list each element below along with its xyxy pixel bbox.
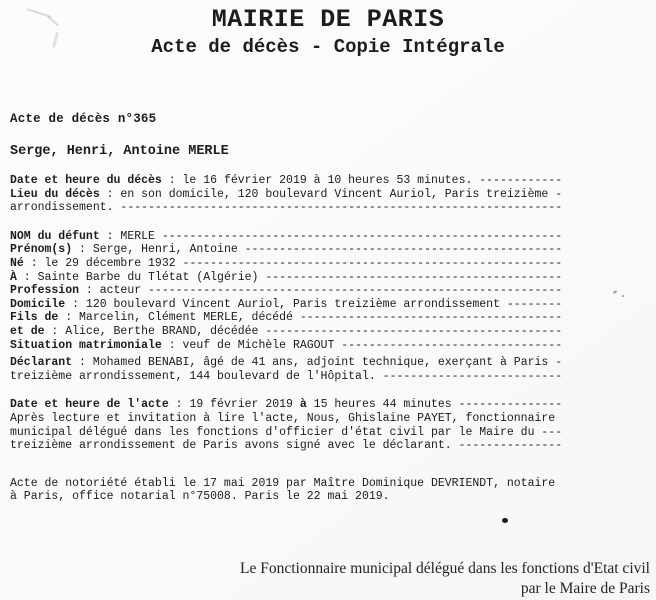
field-label: Né (10, 256, 24, 270)
dash-fill: --------------- (458, 398, 563, 412)
field-value: : en son domicile, 120 boulevard Vincent Auriol, Paris treizième - (99, 187, 563, 201)
dash-fill: ------------------------------------------------------------ (148, 284, 563, 298)
document-line (10, 477, 640, 491)
act-number: Acte de décès n°365 (10, 112, 157, 126)
field-label: Lieu du décès (10, 187, 100, 201)
document-line (10, 257, 640, 271)
field-value: : Serge, Henri, Antoine (72, 243, 245, 257)
field-value: 15 heures 44 minutes (306, 398, 459, 412)
document-line (10, 284, 640, 298)
paragraph (10, 477, 640, 504)
field-label: Prénom(s) (10, 243, 73, 257)
field-label: Domicile (10, 297, 66, 311)
dash-fill: -------------------------- (382, 369, 563, 383)
field-label: Date et heure de l'acte (10, 398, 169, 412)
page-subtitle: Acte de décès - Copie Intégrale (151, 36, 505, 58)
document-line (10, 356, 640, 370)
field-label: et de (10, 324, 45, 338)
document-line (10, 311, 640, 325)
ink-dot-artifact (502, 518, 508, 523)
page-title: MAIRIE DE PARIS (211, 5, 445, 34)
dash-fill: ------------ (479, 174, 563, 187)
field-value: arrondissement. (10, 201, 121, 215)
dash-fill: ------------------------------------------- (265, 270, 563, 284)
document-line (10, 174, 640, 188)
field-value: Après lecture et invitation à lire l'acte, Nous, Ghislaine PAYET, fonctionnaire (10, 411, 556, 425)
paragraph (10, 398, 640, 452)
field-value: municipal délégué dans les fonctions d'officier d'état civil par le Maire du (10, 425, 542, 439)
field-value: : acteur (79, 284, 149, 298)
dash-fill: -------- (506, 297, 563, 311)
document-line (10, 243, 640, 257)
signature-line-1: Le Fonctionnaire municipal délégué dans les fonctions d'Etat civil (240, 560, 650, 577)
field-value: : Mohamed BENABI, âgé de 41 ans, adjoint technique, exerçant à Paris - (72, 356, 563, 370)
field-label: Déclarant (10, 356, 73, 370)
document-header (0, 6, 656, 58)
dash-fill: ---------------------------------------------- (244, 243, 563, 257)
document-line (10, 426, 640, 440)
dash-fill: ------------------------------------------- (265, 324, 563, 338)
document-line (10, 398, 640, 412)
document-line (10, 370, 640, 384)
dash-fill: ------------------------------------------------------- (182, 256, 563, 270)
document-line (10, 339, 640, 353)
paragraph (10, 230, 640, 352)
dash-fill: -------------------------------------- (299, 311, 563, 325)
document-line (10, 490, 640, 504)
field-value: treizième arrondissement de Paris avons signé avec le déclarant. (10, 439, 459, 453)
paragraph (10, 174, 640, 215)
field-value: : veuf de Michèle RAGOUT (161, 338, 342, 352)
field-value: : Marcelin, Clément MERLE, décédé (58, 311, 300, 325)
document-line (10, 188, 640, 202)
dash-fill: ---------------------------------------------------------------- (120, 201, 563, 215)
document-line (10, 439, 640, 453)
field-value: treizième arrondissement, 144 boulevard de l'Hôpital. (10, 369, 383, 383)
dash-fill: ---------------------------------------------------------- (161, 229, 563, 243)
document-line (10, 325, 640, 339)
field-label: Profession (10, 284, 80, 298)
field-value: : le 29 décembre 1932 (23, 256, 183, 270)
dash-fill: --------------- (458, 439, 563, 453)
document-line (10, 412, 640, 426)
field-label: à (299, 398, 307, 412)
field-label: Fils de (10, 311, 59, 325)
field-label: Date et heure du décès (10, 174, 162, 187)
document-body (10, 174, 640, 504)
field-value: : 19 février 2019 (168, 398, 300, 412)
dash-fill: -------------------------------- (341, 338, 563, 352)
field-value: à Paris, office notarial n°75008. Paris le 22 mai 2019. (10, 490, 390, 504)
field-label: NOM du défunt (10, 229, 100, 243)
field-value: : 120 boulevard Vincent Auriol, Paris treizième arrondissement (65, 297, 507, 311)
field-value: Acte de notoriété établi le 17 mai 2019 par Maître Dominique DEVRIENDT, notaire (10, 476, 556, 490)
signature-line-2: par le Maire de Paris (520, 580, 650, 597)
field-label: À (10, 270, 17, 284)
document-line (10, 271, 640, 285)
deceased-name: Serge, Henri, Antoine MERLE (10, 144, 229, 159)
field-label: Situation matrimoniale (10, 338, 162, 352)
scan-speck-artifact (622, 295, 624, 297)
field-value: : le 16 février 2019 à 10 heures 53 minutes. (161, 174, 480, 187)
paragraph (10, 356, 640, 383)
field-value: : MERLE (99, 229, 162, 243)
document-line (10, 298, 640, 312)
document-line (10, 201, 640, 215)
field-value: : Alice, Berthe BRAND, décédée (44, 324, 266, 338)
field-value: : Sainte Barbe du Tlétat (Algérie) (16, 270, 266, 284)
dash-fill: --- (541, 425, 563, 439)
document-line (10, 230, 640, 244)
signature-block (170, 559, 650, 599)
